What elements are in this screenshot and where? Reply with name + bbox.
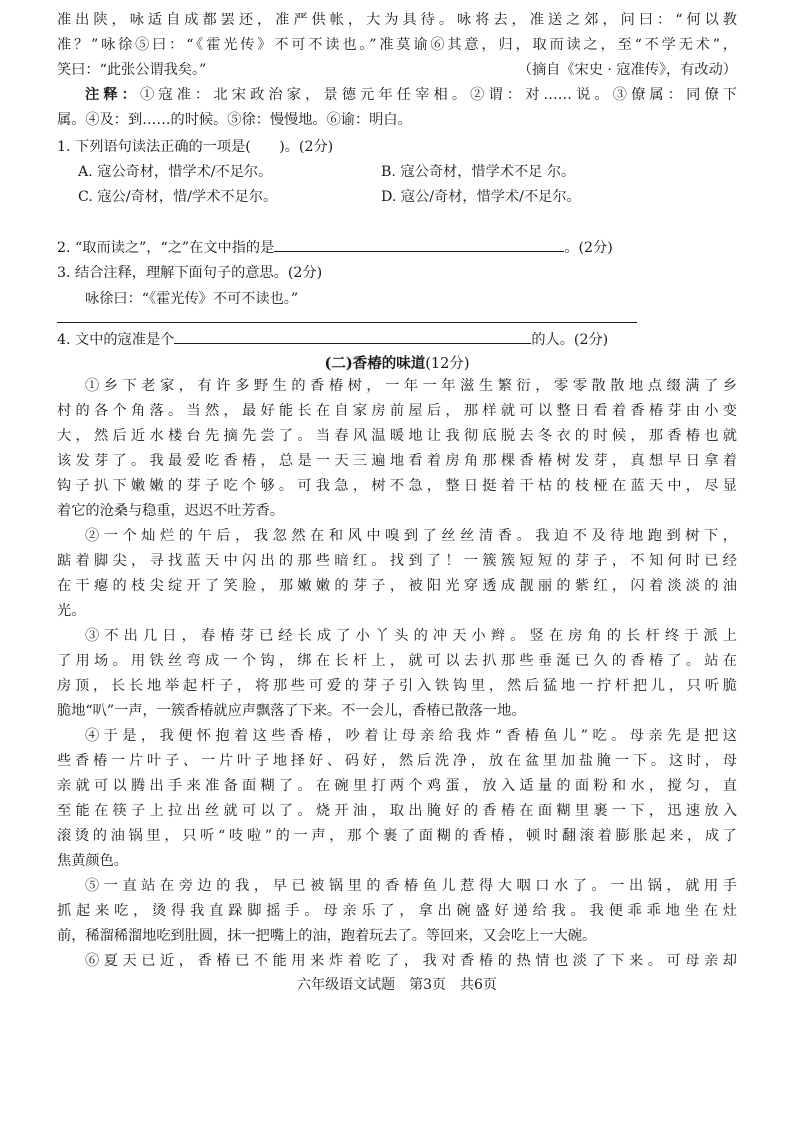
notes-text-1: ①寇准：北宋政治家，景德元年任宰相。②谓：对……说。③僚属：同僚下 (140, 87, 737, 103)
para-3-line-1: ③不出几日，春椿芽已经长成了小丫头的冲天小辫。竖在房角的长杆终于派上 (85, 628, 737, 644)
page-footer: 六年级语文试题 第3页 共6页 (297, 977, 497, 993)
option-b[interactable]: B. 寇公奇材，惜学术不足 尔。 (381, 164, 576, 180)
question-4-answer-blank[interactable] (174, 328, 531, 344)
para-2-line-4: 光。 (57, 603, 86, 619)
passage1-line-3 (57, 58, 737, 83)
question-2-answer-blank[interactable] (274, 236, 564, 252)
para-4-line-6: 焦黄颜色。 (57, 853, 128, 869)
option-c[interactable]: C. 寇公/奇材，惜/学术不足尔。 (78, 189, 278, 205)
notes-line-1 (57, 83, 737, 108)
notes-line-2: 属。④及：到……的时候。⑤徐：慢慢地。⑥谕：明白。 (57, 112, 412, 128)
para-2-line-2: 踮着脚尖，寻找蓝天中闪出的那些暗红。找到了！一簇簇短短的芽子，不知何时已经 (57, 553, 737, 569)
para-3-line-4: 脆地“叭”一声，一簇香椿就应声飘落了下来。不一会儿，香椿已散落一地。 (57, 703, 526, 719)
para-2-line-3: 在干瘪的枝尖绽开了笑脸，那嫩嫩的芽子，被阳光穿透成靓丽的紫红，闪着淡淡的油 (57, 578, 737, 594)
para-5-line-3: 前，稀溜稀溜地吃到肚圆，抹一把嘴上的油，跑着玩去了。等回来，又会吃上一大碗。 (57, 928, 597, 944)
question-3-answer-line[interactable] (57, 322, 637, 323)
question-2-prefix: 2. “取而读之”，“之”在文中指的是 (57, 240, 275, 256)
question-1-options (78, 160, 718, 210)
para-4-line-4: 至能在筷子上拉出丝就可以了。烧开油，取出腌好的香椿在面糊里裹一下，迅速放入 (57, 803, 737, 819)
passage1-source: （摘自《宋史 · 寇准传》，有改动） (517, 62, 737, 78)
para-1-line-4: 该发芽了。我最爱吃香椿，总是一天三遍地看着房角那棵香椿树发芽，真想早日拿着 (57, 453, 737, 469)
passage1-line-1: 准出陕，咏适自成都罢还，准严供帐，大为具待。咏将去，准送之郊，问曰：“何以教 (57, 12, 737, 28)
para-4-line-1: ④于是，我便怀抱着这些香椿，吵着让母亲给我炸“香椿鱼儿”吃。母亲先是把这 (85, 728, 737, 744)
para-1-line-5: 钩子扒下嫩嫩的芽子吃个够。可我急，树不急，整日挺着干枯的枝桠在蓝天中，尽显 (57, 478, 737, 494)
section-2-title-text: (二)香椿的味道 (324, 355, 426, 372)
para-4-line-2: 些香椿一片叶子、一片叶子地择好、码好，然后洗净，放在盆里加盐腌一下。这时，母 (57, 753, 737, 769)
question-4 (57, 328, 737, 353)
option-d[interactable]: D. 寇公/奇材，惜学术/不足尔。 (381, 189, 581, 205)
para-2-line-1: ②一个灿烂的午后，我忽然在和风中嗅到了丝丝清香。我迫不及待地跑到树下， (85, 528, 737, 544)
question-4-prefix: 4. 文中的寇准是个 (57, 332, 175, 348)
para-5-line-1: ⑤一直站在旁边的我，早已被锅里的香椿鱼儿惹得大咽口水了。一出锅，就用手 (85, 878, 737, 894)
para-1-line-1: ①乡下老家，有许多野生的香椿树，一年一年滋生繁衍，零零散散地点缀满了乡 (85, 378, 737, 394)
para-1-line-2: 村的各个角落。当然，最好能长在自家房前屋后，那样就可以整日看着香椿芽由小变 (57, 403, 737, 419)
para-3-line-2: 了用场。用铁丝弯成一个钩，绑在长杆上，就可以去扒那些垂涎已久的香椿了。站在 (57, 653, 737, 669)
para-1-line-3: 大，然后近水楼台先摘先尝了。当春风温暖地让我彻底脱去冬衣的时候，那香椿也就 (57, 428, 737, 444)
para-3-line-3: 房顶，长长地举起杆子，将那些可爱的芽子引入铁钩里，然后猛地一拧杆把儿，只听脆 (57, 678, 737, 694)
para-4-line-3: 亲就可以腾出手来准备面糊了。在碗里打两个鸡蛋，放入适量的面粉和水，搅匀，直 (57, 778, 737, 794)
question-3-sentence: 咏徐曰：“《霍光传》不可不读也。” (85, 291, 299, 307)
option-a[interactable]: A. 寇公奇材，惜学术/不足尔。 (78, 164, 273, 180)
section-2-title (0, 352, 794, 376)
para-6-line-1: ⑥夏天已近，香椿已不能用来炸着吃了，我对香椿的热情也淡了下来。可母亲却 (85, 953, 737, 969)
section-2-score: (12分) (425, 356, 470, 372)
para-1-line-6: 着它的沧桑与稳重，迟迟不吐芳香。 (57, 503, 285, 519)
question-4-suffix: 的人。(2分) (531, 332, 609, 348)
notes-label: 注释： (85, 87, 141, 103)
question-3-stem: 3. 结合注释，理解下面句子的意思。(2分) (57, 265, 323, 281)
para-5-line-2: 抓起来吃，烫得我直跺脚摇手。母亲乐了，拿出碗盛好递给我。我便乖乖地坐在灶 (57, 903, 737, 919)
passage1-line-2: 准？”咏徐⑤曰：“《霍光传》不可不读也。”准莫谕⑥其意，归，取而读之，至“不学无术”， (57, 37, 737, 53)
passage1-last-line: 笑曰：“此张公谓我矣。” (57, 62, 207, 78)
para-4-line-5: 滚烫的油锅里，只听“吱啦”的一声，那个裹了面糊的香椿，顿时翻滚着膨胀起来，成了 (57, 828, 737, 844)
question-2 (57, 236, 737, 261)
question-1-stem: 1. 下列语句读法正确的一项是( )。(2分) (57, 139, 334, 155)
question-2-suffix: 。(2分) (564, 240, 613, 256)
